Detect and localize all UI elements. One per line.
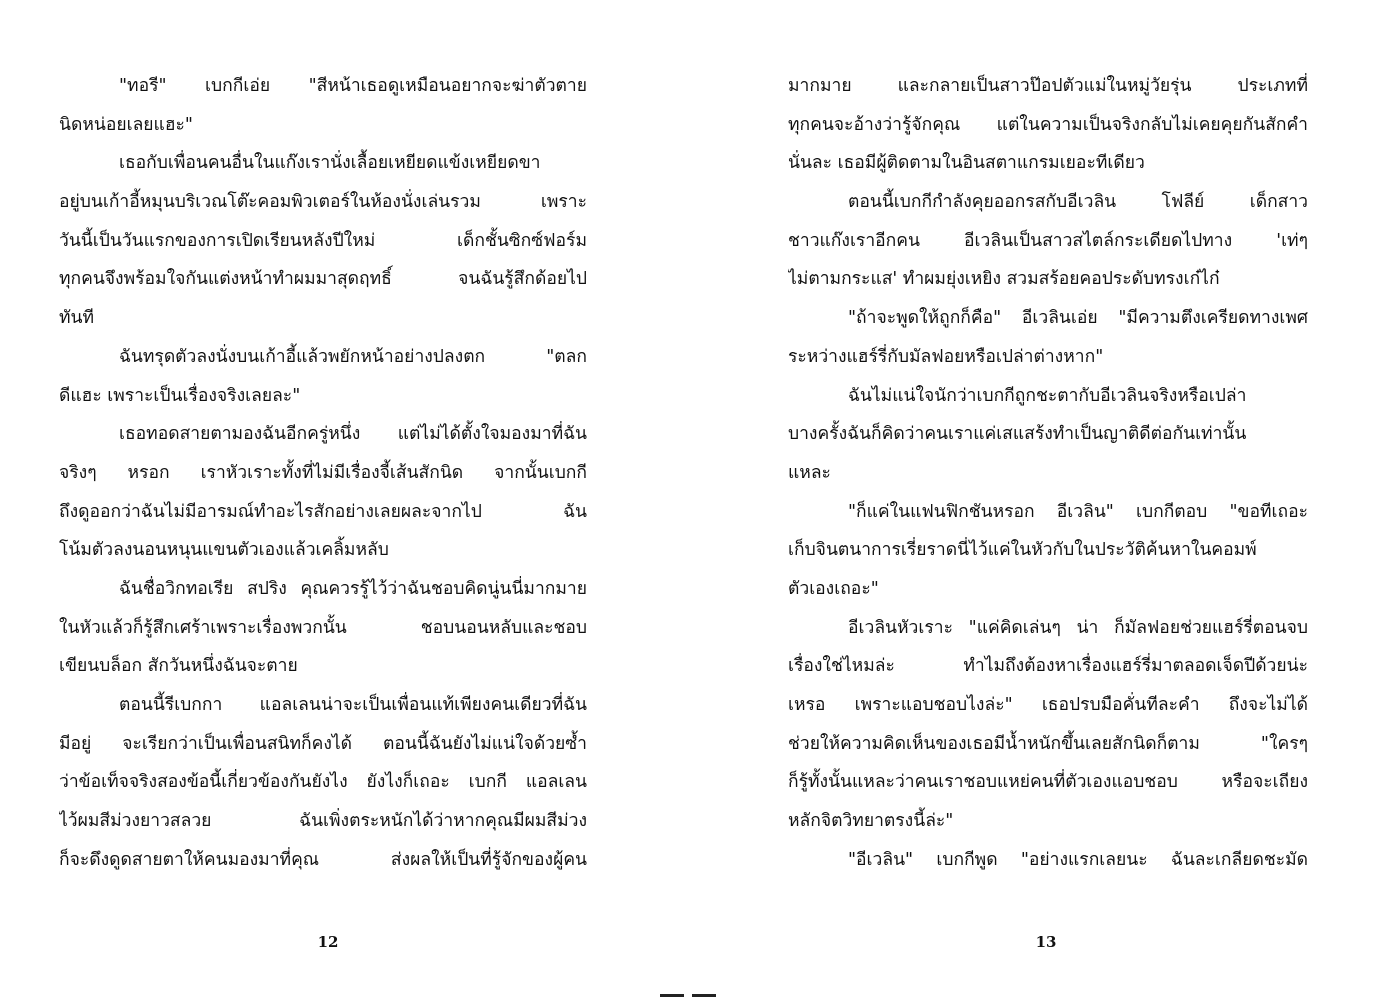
page-number: 13 (1035, 933, 1057, 951)
text-line: ถึงดูออกว่าฉันไม่มีอารมณ์ทำอะไรสักอย่างเลยผละจากไป ฉัน (59, 501, 587, 522)
text-line: นิดหน่อยเลยแฮะ" (59, 114, 193, 135)
text-line: ฉันทรุดตัวลงนั่งบนเก้าอี้แล้วพยักหน้าอย่างปลงตก "ตลก (119, 346, 587, 367)
text-line: แหละ (788, 462, 831, 483)
right-page-text (788, 67, 1308, 879)
text-line: วันนี้เป็นวันแรกของการเปิดเรียนหลังปีใหม่ เด็กชั้นซิกซ์ฟอร์ม (59, 230, 587, 251)
text-line: ทุกคนจึงพร้อมใจกันแต่งหน้าทำผมมาสุดฤทธิ์ จนฉันรู้สึกด้อยไป (59, 269, 587, 290)
page-number: 12 (317, 933, 339, 951)
text-line: ฉันชื่อวิกทอเรีย สปริง คุณควรรู้ไว้ว่าฉันชอบคิดนู่นนี่มากมาย (119, 578, 587, 599)
page-edge-mark (660, 994, 684, 997)
text-line: "ก็แค่ในแฟนฟิกชันหรอก อีเวลิน" เบกกีตอบ "ขอทีเถอะ (848, 501, 1308, 522)
text-line: ตอนนี้รีเบกกา แอลเลนน่าจะเป็นเพื่อนแท้เพียงคนเดียวที่ฉัน (119, 695, 587, 715)
text-line: "ถ้าจะพูดให้ถูกก็คือ" อีเวลินเอ่ย "มีความตึงเครียดทางเพศ (848, 308, 1308, 329)
text-line: "อีเวลิน" เบกกีพูด "อย่างแรกเลยนะ ฉันละเกลียดชะมัด (848, 849, 1308, 870)
text-line: ดีแฮะ เพราะเป็นเรื่องจริงเลยละ" (59, 385, 301, 406)
text-line: มีอยู่ จะเรียกว่าเป็นเพื่อนสนิทก็คงได้ ตอนนี้ฉันยังไม่แน่ใจด้วยซ้ำ (59, 733, 587, 754)
page-edge-mark (692, 994, 716, 997)
text-line: เธอทอดสายตามองฉันอีกครู่หนึ่ง แต่ไม่ได้ตั้งใจมองมาที่ฉัน (119, 424, 587, 445)
text-line: ตอนนี้เบกกีกำลังคุยออกรสกับอีเวลิน โฟลีย์ เด็กสาว (848, 192, 1308, 213)
text-line: มากมาย และกลายเป็นสาวป๊อปตัวแม่ในหมู่วัยรุ่น ประเภทที่ (788, 76, 1308, 96)
text-line: เก็บจินตนาการเรี่ยราดนี่ไว้แค่ในหัวกับในประวัติค้นหาในคอมพ์ (788, 540, 1257, 561)
text-line: บางครั้งฉันก็คิดว่าคนเราแค่เสแสร้งทำเป็นญาติดีต่อกันเท่านั้น (788, 424, 1247, 445)
text-line: อยู่บนเก้าอี้หมุนบริเวณโต๊ะคอมพิวเตอร์ในห้องนั่งเล่นรวม เพราะ (59, 192, 587, 213)
text-line: โน้มตัวลงนอนหนุนแขนตัวเองแล้วเคลิ้มหลับ (59, 540, 389, 561)
text-line: ไว้ผมสีม่วงยาวสลวย ฉันเพิ่งตระหนักได้ว่าหากคุณมีผมสีม่วง (59, 811, 587, 832)
text-line: ไม่ตามกระแส' ทำผมยุ่งเหยิง สวมสร้อยคอประดับทรงเก๋ไก๋ (788, 269, 1220, 290)
text-line: ระหว่างแฮร์รี่กับมัลฟอยหรือเปล่าต่างหาก" (788, 346, 1104, 367)
text-line: นั่นละ เธอมีผู้ติดตามในอินสตาแกรมเยอะทีเดียว (788, 153, 1145, 174)
text-line: เรื่องใช่ไหมล่ะ ทำไมถึงต้องหาเรื่องแฮร์รี่มาตลอดเจ็ดปีด้วยน่ะ (788, 656, 1308, 677)
text-line: ช่วยให้ความคิดเห็นของเธอมีน้ำหนักขึ้นเลยสักนิดก็ตาม "ใครๆ (788, 733, 1308, 754)
text-line: "ทอรี" เบกกีเอ่ย "สีหน้าเธอดูเหมือนอยากจะฆ่าตัวตาย (119, 76, 587, 96)
text-line: อีเวลินหัวเราะ "แค่คิดเล่นๆ น่า ก็มัลฟอยช่วยแฮร์รี่ตอนจบ (848, 617, 1308, 638)
text-line: เขียนบล็อก สักวันหนึ่งฉันจะตาย (59, 656, 298, 677)
text-line: ฉันไม่แน่ใจนักว่าเบกกีถูกชะตากับอีเวลินจริงหรือเปล่า (848, 385, 1247, 406)
left-page (0, 0, 687, 1000)
text-line: ทันที (59, 308, 95, 329)
text-line: ชาวแก๊งเราอีกคน อีเวลินเป็นสาวสไตล์กระเดียดไปทาง 'เท่ๆ (788, 230, 1308, 251)
text-line: ในหัวแล้วก็รู้สึกเศร้าเพราะเรื่องพวกนั้น ชอบนอนหลับและชอบ (59, 617, 587, 638)
text-line: จริงๆ หรอก เราหัวเราะทั้งที่ไม่มีเรื่องจี้เส้นสักนิด จากนั้นเบกกี (59, 462, 587, 483)
text-line: ก็รู้ทั้งนั้นแหละว่าคนเราชอบแหย่คนที่ตัวเองแอบชอบ หรือจะเถียง (788, 772, 1308, 793)
text-line: ตัวเองเถอะ" (788, 578, 879, 599)
text-line: หลักจิตวิทยาตรงนี้ล่ะ" (788, 811, 954, 832)
text-line: ก็จะดึงดูดสายตาให้คนมองมาที่คุณ ส่งผลให้เป็นที่รู้จักของผู้คน (59, 849, 587, 870)
text-line: เธอกับเพื่อนคนอื่นในแก๊งเรานั่งเลื้อยเหยียดแข้งเหยียดขา (119, 153, 541, 174)
right-page (688, 0, 1375, 1000)
text-line: เหรอ เพราะแอบชอบไงล่ะ" เธอปรบมือคั่นทีละคำ ถึงจะไม่ได้ (788, 695, 1308, 715)
left-page-text (59, 67, 587, 879)
text-line: ทุกคนจะอ้างว่ารู้จักคุณ แต่ในความเป็นจริงกลับไม่เคยคุยกันสักคำ (788, 114, 1308, 135)
text-line: ว่าข้อเท็จจริงสองข้อนี้เกี่ยวข้องกันยังไง ยังไงก็เถอะ เบกกี แอลเลน (59, 772, 587, 793)
